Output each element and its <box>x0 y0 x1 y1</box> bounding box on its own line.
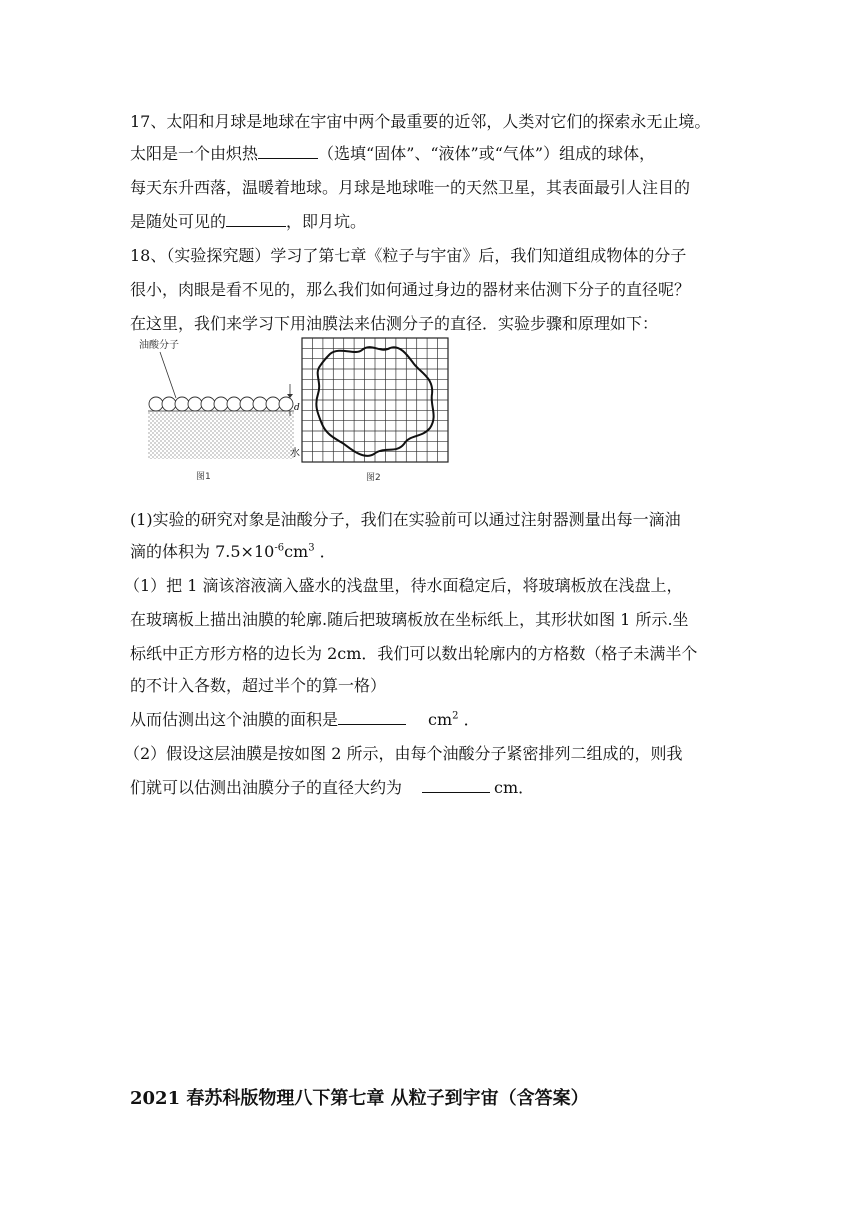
drop-volume-end: ． <box>314 542 336 561</box>
q17-line-2-text-a: 太阳是一个由炽热 <box>130 144 259 163</box>
figure-1 <box>134 334 302 486</box>
step-1-line-2: 在玻璃板上描出油膜的轮廓.随后把玻璃板放在坐标纸上，其形状如图 1 所示.坐 <box>130 610 689 629</box>
answer-blank-diameter[interactable] <box>422 778 490 793</box>
water-region <box>148 411 294 459</box>
step-1-line-5 <box>130 710 480 730</box>
q17-line-2 <box>130 144 655 164</box>
drop-volume-exponent: -6 <box>274 542 285 554</box>
area-end: ． <box>458 710 480 729</box>
area-question-text: 从而估测出这个油膜的面积是 <box>130 710 339 729</box>
step-2-line-1: （2）假设这层油膜是按如图 2 所示，由每个油酸分子紧密排列二组成的，则我 <box>124 744 683 763</box>
document-title: 2021 春苏科版物理八下第七章 从粒子到宇宙（含答案） <box>130 1088 589 1109</box>
figure-2 <box>300 334 452 486</box>
step-2-line-2 <box>130 778 534 798</box>
q18-line-3: 在这里，我们来学习下用油膜法来估测分子的直径．实验步骤和原理如下： <box>130 314 659 333</box>
answer-blank-area[interactable] <box>338 710 406 725</box>
part-1-intro-line-1: (1)实验的研究对象是油酸分子，我们在实验前可以通过注射器测量出每一滴油 <box>130 510 681 529</box>
diameter-question-text: 们就可以估测出油膜分子的直径大约为 <box>130 778 403 797</box>
molecule-circles <box>149 397 293 411</box>
step-1-line-1: （1）把 1 滴该溶液滴入盛水的浅盘里，待水面稳定后，将玻璃板放在浅盘上， <box>124 576 683 595</box>
q17-line-2-text-b: （选填“固体”、“液体”或“气体”）组成的球体， <box>318 144 656 163</box>
step-1-line-3: 标纸中正方形方格的边长为 2cm．我们可以数出轮廓内的方格数（格子未满半个 <box>130 644 698 663</box>
diameter-unit: cm． <box>494 778 535 797</box>
q18-line-1: 18、（实验探究题）学习了第七章《粒子与宇宙》后，我们知道组成物体的分子 <box>130 246 687 265</box>
q18-line-2: 很小，肉眼是看不见的，那么我们如何通过身边的器材来估测下分子的直径呢？ <box>130 280 691 299</box>
part-1-intro-line-2 <box>130 542 336 562</box>
figure-2-caption: 图2 <box>366 473 381 483</box>
answer-blank-1[interactable] <box>258 144 318 159</box>
area-unit: cm <box>428 710 453 729</box>
d-label: d <box>294 403 300 413</box>
q17-line-1: 17、太阳和月球是地球在宇宙中两个最重要的近邻，人类对它们的探索永无止境。 <box>130 112 711 131</box>
q17-line-4-text-b: ，即月坑。 <box>286 212 367 231</box>
oil-molecule-label: 油酸分子 <box>139 340 179 351</box>
q17-line-4-text-a: 是随处可见的 <box>130 212 227 231</box>
figure-1-caption: 图1 <box>196 472 211 482</box>
q17-line-4 <box>130 212 366 232</box>
step-1-line-4: 的不计入各数，超过半个的算一格） <box>130 676 387 695</box>
water-label: 水 <box>290 448 300 459</box>
area-unit-exponent: 2 <box>452 710 459 722</box>
q17-line-3: 每天东升西落，温暖着地球。月球是地球唯一的天然卫星，其表面最引人注目的 <box>130 178 691 197</box>
drop-volume-unit-exponent: 3 <box>308 542 315 554</box>
answer-blank-2[interactable] <box>226 212 286 227</box>
drop-volume-unit: cm <box>284 542 309 561</box>
drop-volume-text: 滴的体积为 7.5×10 <box>130 542 275 561</box>
